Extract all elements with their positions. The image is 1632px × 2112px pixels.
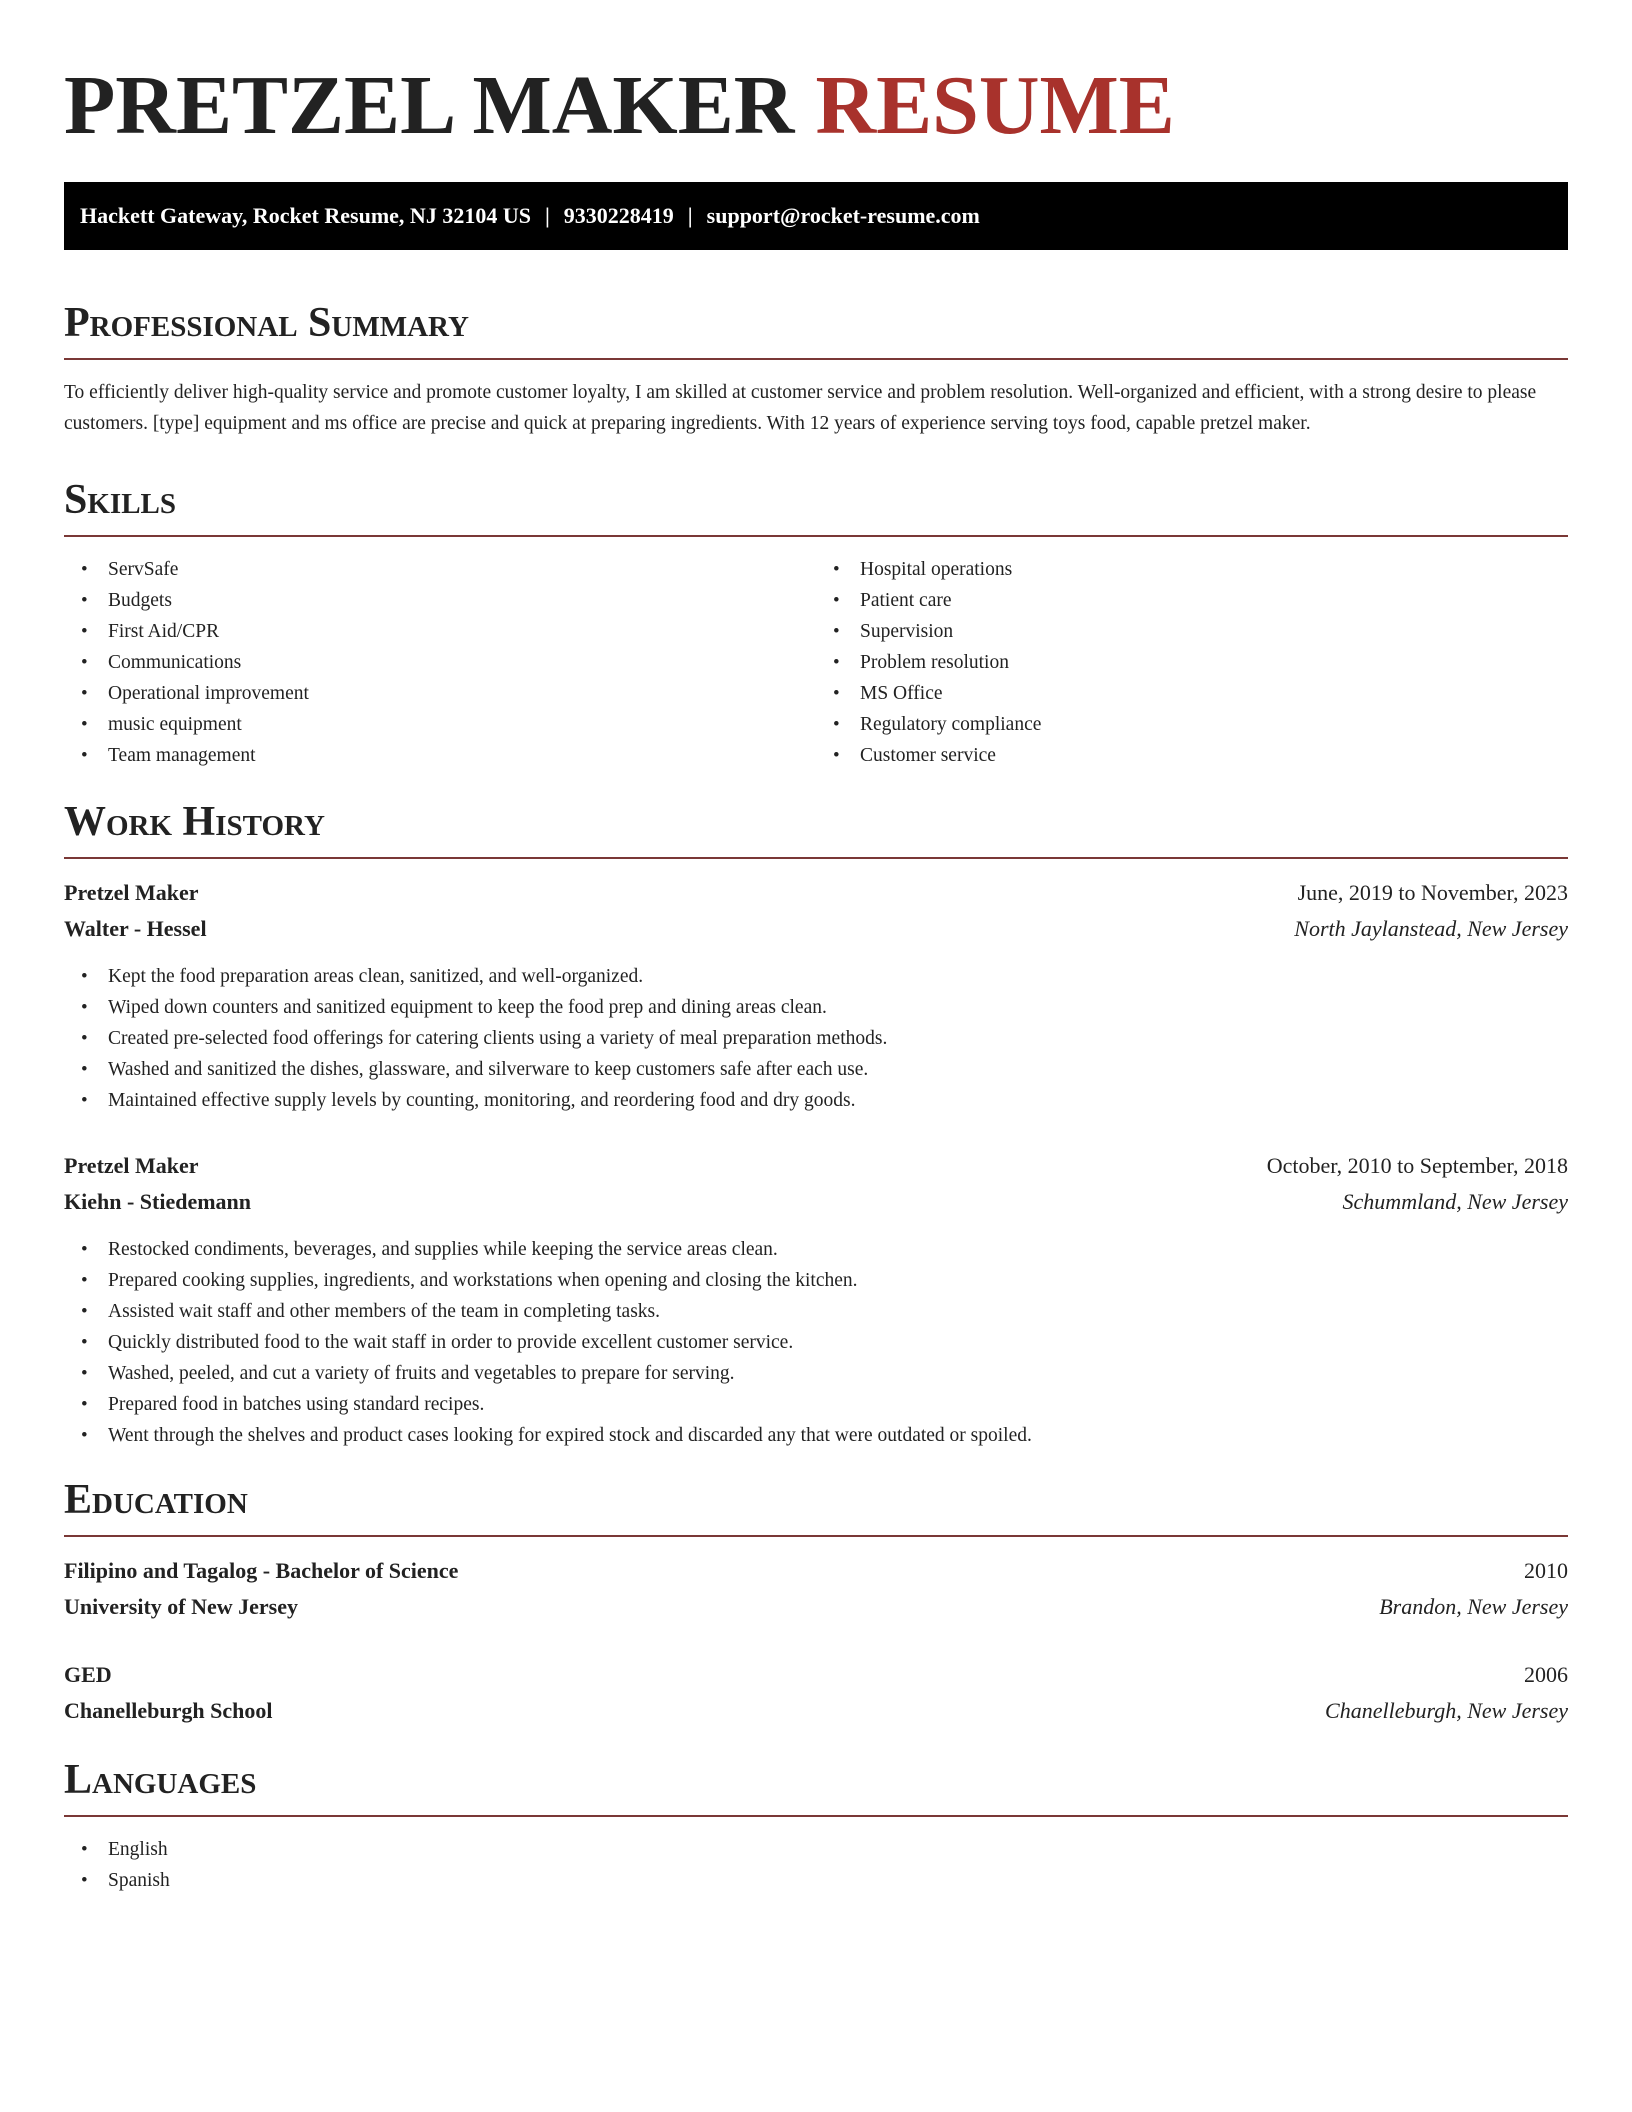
languages-list [64,1834,1568,1896]
skills-list-right [816,554,1568,771]
skill-item: • First Aid/CPR [108,616,816,647]
job-bullet: • Went through the shelves and product cases looking for expired stock and discarded any that were outdated or spoiled. [108,1420,1568,1451]
job-bullets [64,1234,1568,1451]
work-history-section [64,801,1568,1451]
skill-item: • Operational improvement [108,678,816,709]
language-item: • Spanish [108,1865,1568,1896]
job-entry [64,875,1568,1116]
skill-item: • Regulatory compliance [860,709,1568,740]
education-year: 2010 [1524,1558,1568,1583]
job-bullet: • Washed, peeled, and cut a variety of fruits and vegetables to prepare for serving. [108,1358,1568,1389]
job-company: Kiehn - Stiedemann [64,1189,252,1214]
skill-item: • Communications [108,647,816,678]
job-bullet: • Prepared cooking supplies, ingredients, and workstations when opening and closing the kitchen. [108,1265,1568,1296]
summary-text: To efficiently deliver high-quality service and promote customer loyalty, I am skilled at customer service and problem resolution. Well-organized and efficient, with a strong desire to please customers. [type] equipment and ms office are precise and quick at preparing ingredients. With 12 years of experience serving toys food, capable pretzel maker. [64,382,1537,434]
skill-item: • Hospital operations [860,554,1568,585]
job-bullet: • Assisted wait staff and other members of the team in completing tasks. [108,1296,1568,1327]
skill-item: • Team management [108,740,816,771]
job-bullet: • Quickly distributed food to the wait staff in order to provide excellent customer service. [108,1327,1568,1358]
education-location: Chanelleburgh, New Jersey [1325,1698,1568,1723]
job-location: Schummland, New Jersey [1342,1189,1568,1214]
contact-bar [64,182,1568,250]
contact-separator: | [544,203,550,228]
education-school: University of New Jersey [64,1594,298,1619]
skill-item: • ServSafe [108,554,816,585]
job-bullet: • Prepared food in batches using standard recipes. [108,1389,1568,1420]
job-location: North Jaylanstead, New Jersey [1294,916,1568,941]
contact-email: support@rocket-resume.com [706,203,980,228]
job-bullet: • Kept the food preparation areas clean, sanitized, and well-organized. [108,961,1568,992]
education-degree: GED [64,1662,112,1687]
education-school: Chanelleburgh School [64,1698,273,1723]
job-bullet: • Created pre-selected food offerings for catering clients using a variety of meal preparation methods. [108,1023,1568,1054]
work-history-heading: Work History [64,801,1568,859]
job-bullet: • Maintained effective supply levels by counting, monitoring, and reordering food and dry goods. [108,1085,1568,1116]
education-entry [64,1657,1568,1729]
summary-heading: Professional Summary [64,302,1568,360]
skills-heading: Skills [64,479,1568,537]
job-dates: October, 2010 to September, 2018 [1266,1153,1568,1178]
title-main: PRETZEL MAKER [64,59,795,152]
title-accent: RESUME [815,59,1175,152]
resume-title [64,59,1568,152]
skill-item: • Customer service [860,740,1568,771]
job-bullet: • Washed and sanitized the dishes, glassware, and silverware to keep customers safe after each use. [108,1054,1568,1085]
languages-heading: Languages [64,1759,1568,1817]
skill-item: • music equipment [108,709,816,740]
job-bullet: • Restocked condiments, beverages, and supplies while keeping the service areas clean. [108,1234,1568,1265]
education-year: 2006 [1524,1662,1568,1687]
skill-item: • Patient care [860,585,1568,616]
languages-section [64,1759,1568,1896]
education-entry [64,1553,1568,1625]
skills-grid [64,554,1568,771]
contact-phone: 9330228419 [563,203,674,228]
job-bullet: • Wiped down counters and sanitized equipment to keep the food prep and dining areas clean. [108,992,1568,1023]
job-company: Walter - Hessel [64,916,207,941]
contact-separator: | [687,203,693,228]
skill-item: • MS Office [860,678,1568,709]
language-item: • English [108,1834,1568,1865]
education-degree: Filipino and Tagalog - Bachelor of Science [64,1558,459,1583]
skills-list-left [64,554,816,771]
job-dates: June, 2019 to November, 2023 [1297,880,1568,905]
education-section [64,1479,1568,1729]
job-bullets [64,961,1568,1116]
skill-item: • Supervision [860,616,1568,647]
summary-section [64,302,1568,439]
contact-address: Hackett Gateway, Rocket Resume, NJ 32104 US [80,203,531,228]
job-title: Pretzel Maker [64,1153,199,1178]
job-title: Pretzel Maker [64,880,199,905]
skills-section [64,479,1568,771]
education-location: Brandon, New Jersey [1379,1594,1568,1619]
job-entry [64,1148,1568,1451]
skill-item: • Problem resolution [860,647,1568,678]
skill-item: • Budgets [108,585,816,616]
education-heading: Education [64,1479,1568,1537]
